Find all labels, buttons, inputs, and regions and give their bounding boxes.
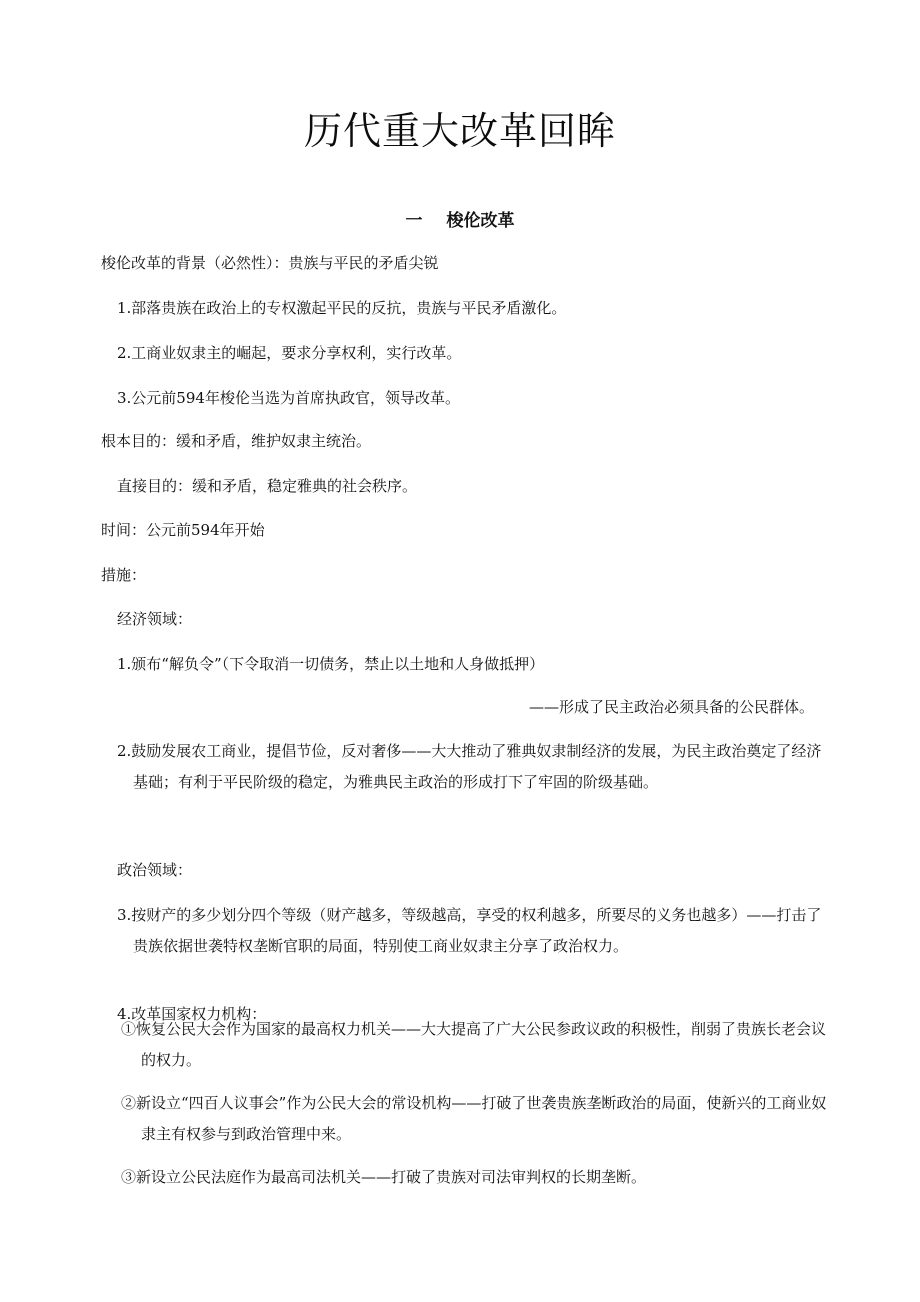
background-item-3: 3.公元前594年梭伦当选为首席执政官，领导改革。 [117,389,460,407]
economic-item-2-text: 2.鼓励发展农工商业，提倡节俭，反对奢侈——大大推动了雅典奴隶制经济的发展，为民主政治奠定了经济基础；有利于平民阶级的稳定，为雅典民主政治的形成打下了牢固的阶级基础。 [117,742,822,791]
political-subitem-1-text: ①恢复公民大会作为国家的最高权力机关——大大提高了广大公民参政议政的积极性，削弱了贵族长老会议的权力。 [121,1020,827,1069]
economic-label: 经济领域： [117,610,193,628]
time-text: 时间：公元前594年开始 [101,521,265,539]
document-title: 历代重大改革回眸 [303,109,616,153]
direct-purpose: 直接目的：缓和矛盾，稳定雅典的社会秩序。 [117,477,418,495]
political-subitem-2-text: ②新设立“四百人议事会”作为公民大会的常设机构——打破了世袭贵族垄断政治的局面，使新兴的工商业奴隶主有权参与到政治管理中来。 [121,1094,827,1143]
economic-item-1: 1.颁布“解负令”（下令取消一切债务，禁止以土地和人身做抵押） [117,655,545,673]
political-item-3-text: 3.按财产的多少划分四个等级（财产越多，等级越高，享受的权利越多，所要尽的义务也越多）——打击了贵族依据世袭特权垄断官职的局面，特别使工商业奴隶主分享了政治权力。 [117,906,822,955]
background-item-1: 1.部落贵族在政治上的专权激起平民的反抗，贵族与平民矛盾激化。 [117,299,567,317]
background-item-2: 2.工商业奴隶主的崛起，要求分享权利，实行改革。 [117,344,462,362]
section-heading [0,206,920,231]
economic-item-1-effect: ——形成了民主政治必须具备的公民群体。 [528,698,814,716]
political-subitem-1 [121,1014,827,1076]
background-label: 梭伦改革的背景（必然性）：贵族与平民的矛盾尖锐 [101,254,439,272]
section-title: 梭伦改革 [446,211,515,231]
political-subitem-2 [121,1088,827,1150]
measures-label: 措施： [101,566,147,584]
political-item-3 [117,900,827,962]
section-number: 一 [405,211,423,231]
political-item-4: 4.改革国家权力机构： [117,1005,267,1023]
fundamental-purpose: 根本目的：缓和矛盾，维护奴隶主统治。 [101,432,372,450]
political-subitem-3: ③新设立公民法庭作为最高司法机关——打破了贵族对司法审判权的长期垄断。 [121,1168,647,1186]
political-label: 政治领域： [117,861,193,879]
economic-item-2 [117,736,827,798]
